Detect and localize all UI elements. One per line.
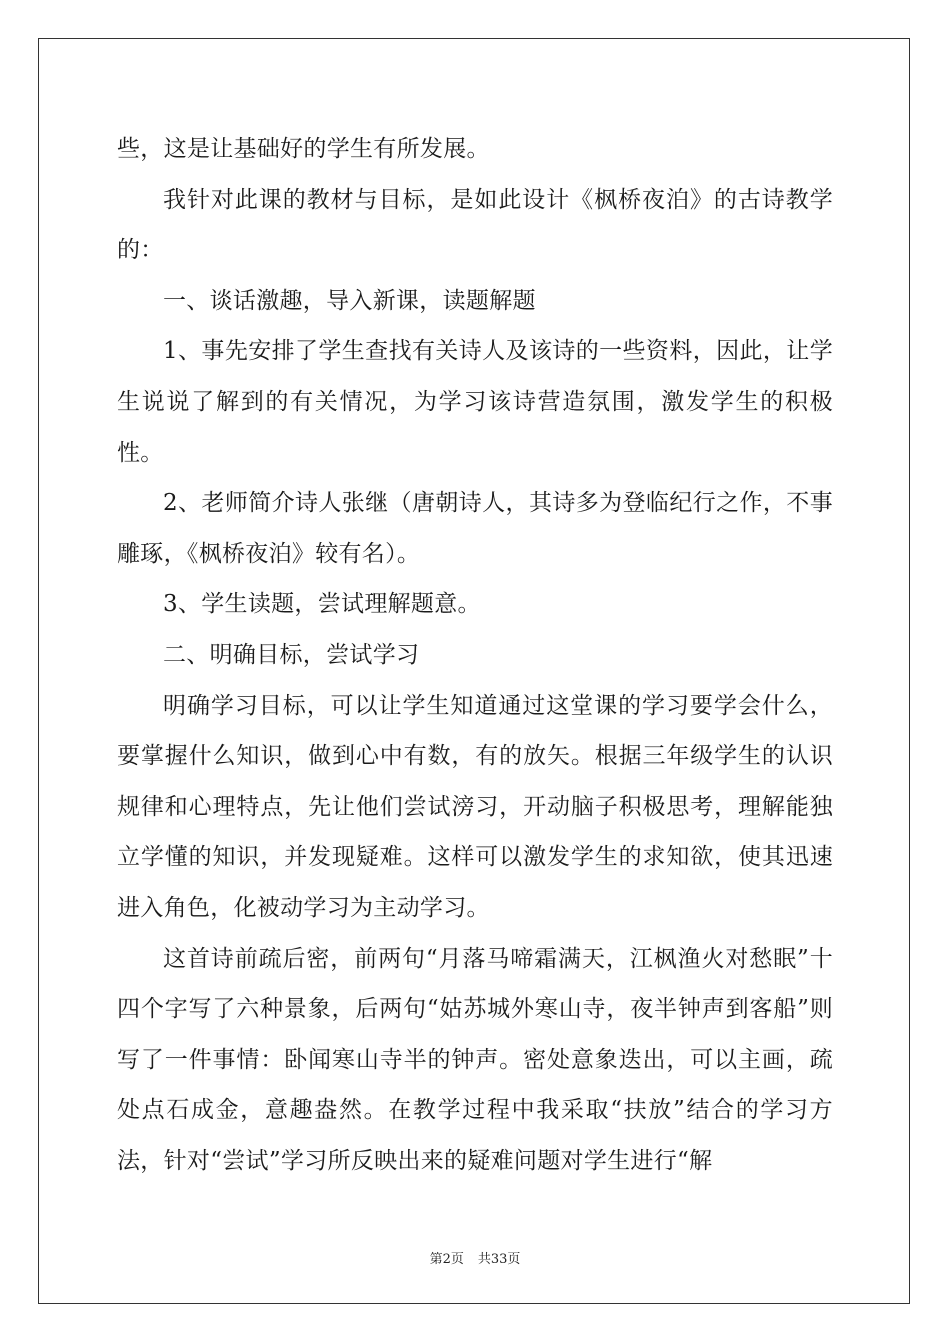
current-page-number: 第2页 [429, 1252, 464, 1267]
paragraph-intro: 我针对此课的教材与目标，是如此设计《枫桥夜泊》的古诗教学的： [117, 186, 833, 264]
paragraph-step-1: 1、事先安排了学生查找有关诗人及该诗的一些资料，因此，让学生说说了解到的有关情况，为学习该诗营造氛围，激发学生的积极性。 [117, 338, 833, 466]
paragraph-continued: 些，这是让基础好的学生有所发展。 [117, 136, 490, 162]
paragraph-step-3: 3、学生读题，尝试理解题意。 [163, 591, 481, 618]
section-heading-1: 一、谈话激趣，导入新课，读题解题 [163, 287, 536, 314]
section-heading-2: 二、明确目标，尝试学习 [163, 641, 420, 668]
paragraph-poem-analysis: 这首诗前疏后密，前两句“月落马啼霜满天，江枫渔火对愁眠”十四个字写了六种景象，后两句“姑苏城外寒山寺，夜半钟声到客船”则写了一件事情：卧闻寒山寺半的钟声。密处意象迭出，可以主画，疏处点石成金，意趣盎然。在教学过程中我采取“扶放”结合的学习方法，针对“尝试”学习所反映出来的疑难问题对学生进行“解 [117, 945, 833, 1174]
paragraph-step-2: 2、老师简介诗人张继（唐朝诗人，其诗多为登临纪行之作，不事雕琢，《枫桥夜泊》较有名）。 [117, 490, 833, 567]
total-pages: 共33页 [477, 1252, 521, 1267]
document-body [117, 124, 833, 1186]
paragraph-goals: 明确学习目标，可以让学生知道通过这堂课的学习要学会什么，要掌握什么知识，做到心中有数，有的放矢。根据三年级学生的认识规律和心理特点，先让他们尝试滂习，开动脑子积极思考，理解能独立学懂的知识，并发现疑难。这样可以激发学生的求知欲，使其迅速进入角色，化被动学习为主动学习。 [117, 692, 833, 921]
page-footer [0, 1248, 950, 1267]
